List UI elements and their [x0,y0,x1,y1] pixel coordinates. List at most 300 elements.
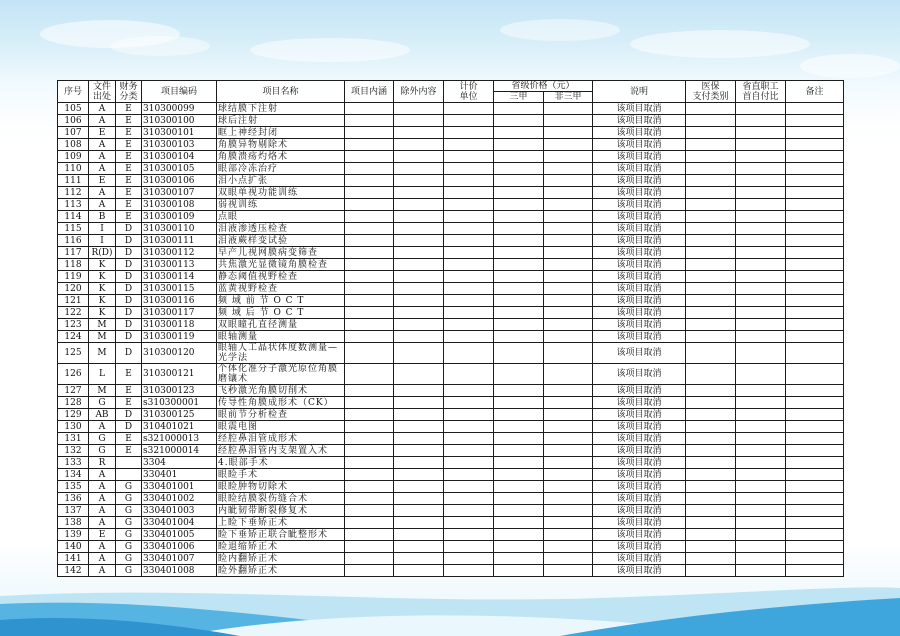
remark-cell [786,127,844,139]
price-non-tier3a-cell [544,517,593,529]
insurance-category-cell [686,343,736,364]
price-non-tier3a-cell [544,433,593,445]
item-code-cell: 310300104 [142,151,217,163]
remark-cell [786,364,844,385]
item-name-cell: 点眼 [217,211,345,223]
item-connotation-cell [345,505,394,517]
remark-cell [786,139,844,151]
item-connotation-cell [345,469,394,481]
seq-cell: 122 [58,307,89,319]
pricing-unit-cell [444,187,494,199]
explanation-cell: 该项目取消 [593,553,686,565]
table-row [58,541,844,553]
item-code-cell: 310300114 [142,271,217,283]
remark-cell [786,541,844,553]
seq-cell: 125 [58,343,89,364]
price-tier3a-cell [494,139,544,151]
self-pay-ratio-cell [736,247,786,259]
table-row [58,127,844,139]
item-code-cell: 310300099 [142,103,217,115]
item-code-cell: 330401006 [142,541,217,553]
excluded-content-cell [394,187,444,199]
remark-cell [786,445,844,457]
seq-cell: 105 [58,103,89,115]
seq-cell: 135 [58,481,89,493]
explanation-cell: 该项目取消 [593,409,686,421]
header-finance-category: 财务 分类 [116,81,142,103]
item-name-cell: 泪液蕨样变试验 [217,235,345,247]
item-connotation-cell [345,295,394,307]
finance-category-cell: D [116,283,142,295]
seq-cell: 127 [58,385,89,397]
excluded-content-cell [394,385,444,397]
file-source-cell: I [89,223,116,235]
excluded-content-cell [394,151,444,163]
seq-cell: 139 [58,529,89,541]
seq-cell: 118 [58,259,89,271]
insurance-category-cell [686,295,736,307]
table-row [58,103,844,115]
seq-cell: 140 [58,541,89,553]
explanation-cell: 该项目取消 [593,517,686,529]
finance-category-cell: D [116,343,142,364]
self-pay-ratio-cell [736,115,786,127]
price-non-tier3a-cell [544,505,593,517]
explanation-cell: 该项目取消 [593,103,686,115]
insurance-category-cell [686,481,736,493]
finance-category-cell: E [116,445,142,457]
item-name-cell: 眼睑肿物切除术 [217,481,345,493]
insurance-category-cell [686,541,736,553]
explanation-cell: 该项目取消 [593,199,686,211]
price-non-tier3a-cell [544,343,593,364]
file-source-cell: K [89,271,116,283]
remark-cell [786,553,844,565]
self-pay-ratio-cell [736,493,786,505]
price-tier3a-cell [494,445,544,457]
item-code-cell: 330401004 [142,517,217,529]
self-pay-ratio-cell [736,343,786,364]
item-connotation-cell [345,127,394,139]
finance-category-cell: D [116,223,142,235]
item-name-cell: 经腔鼻泪管成形术 [217,433,345,445]
item-code-cell: 330401 [142,469,217,481]
finance-category-cell: E [116,397,142,409]
item-connotation-cell [345,331,394,343]
finance-category-cell: G [116,481,142,493]
header-explanation: 说明 [593,81,686,103]
price-non-tier3a-cell [544,529,593,541]
item-connotation-cell [345,433,394,445]
item-code-cell: s310300001 [142,397,217,409]
table-row [58,529,844,541]
item-connotation-cell [345,553,394,565]
remark-cell [786,283,844,295]
pricing-unit-cell [444,295,494,307]
excluded-content-cell [394,529,444,541]
seq-cell: 133 [58,457,89,469]
file-source-cell: A [89,199,116,211]
self-pay-ratio-cell [736,517,786,529]
table-row [58,409,844,421]
finance-category-cell: E [116,175,142,187]
price-tier3a-cell [494,307,544,319]
excluded-content-cell [394,163,444,175]
insurance-category-cell [686,517,736,529]
item-connotation-cell [345,283,394,295]
explanation-cell: 该项目取消 [593,271,686,283]
price-non-tier3a-cell [544,247,593,259]
file-source-cell: A [89,139,116,151]
table-row [58,469,844,481]
header-self-pay-ratio: 省直职工 首自付比 [736,81,786,103]
item-name-cell: 上睑下垂矫正术 [217,517,345,529]
price-tier3a-cell [494,397,544,409]
price-tier3a-cell [494,115,544,127]
item-code-cell: 310300113 [142,259,217,271]
price-tier3a-cell [494,529,544,541]
price-tier3a-cell [494,364,544,385]
price-tier3a-cell [494,517,544,529]
item-name-cell: 角膜溃疡灼烙术 [217,151,345,163]
self-pay-ratio-cell [736,223,786,235]
pricing-unit-cell [444,433,494,445]
item-connotation-cell [345,271,394,283]
seq-cell: 117 [58,247,89,259]
item-name-cell: 眼睑手术 [217,469,345,481]
item-connotation-cell [345,115,394,127]
explanation-cell: 该项目取消 [593,493,686,505]
item-name-cell: 早产儿视网膜病变筛查 [217,247,345,259]
price-tier3a-cell [494,187,544,199]
file-source-cell: A [89,517,116,529]
price-tier3a-cell [494,481,544,493]
remark-cell [786,331,844,343]
explanation-cell: 该项目取消 [593,247,686,259]
item-name-cell: 双眼瞳孔直径测量 [217,319,345,331]
finance-category-cell: D [116,421,142,433]
table-row [58,271,844,283]
insurance-category-cell [686,175,736,187]
seq-cell: 132 [58,445,89,457]
explanation-cell: 该项目取消 [593,445,686,457]
table-row [58,565,844,577]
file-source-cell: A [89,553,116,565]
price-tier3a-cell [494,505,544,517]
pricing-unit-cell [444,247,494,259]
item-connotation-cell [345,457,394,469]
table-row [58,115,844,127]
seq-cell: 134 [58,469,89,481]
item-connotation-cell [345,235,394,247]
explanation-cell: 该项目取消 [593,343,686,364]
item-name-cell: 蓝黄视野检查 [217,283,345,295]
self-pay-ratio-cell [736,541,786,553]
pricing-unit-cell [444,211,494,223]
remark-cell [786,259,844,271]
price-tier3a-cell [494,127,544,139]
price-tier3a-cell [494,565,544,577]
file-source-cell: G [89,397,116,409]
excluded-content-cell [394,115,444,127]
pricing-unit-cell [444,307,494,319]
file-source-cell: M [89,319,116,331]
item-connotation-cell [345,223,394,235]
pricing-unit-cell [444,271,494,283]
item-name-cell: 静态阈值视野检查 [217,271,345,283]
file-source-cell: L [89,364,116,385]
item-code-cell: 310300105 [142,163,217,175]
item-name-cell: 球后注射 [217,115,345,127]
file-source-cell: K [89,307,116,319]
self-pay-ratio-cell [736,457,786,469]
file-source-cell: AB [89,409,116,421]
item-code-cell: 310300110 [142,223,217,235]
header-item-name: 项目名称 [217,81,345,103]
self-pay-ratio-cell [736,433,786,445]
insurance-category-cell [686,445,736,457]
pricing-unit-cell [444,259,494,271]
insurance-category-cell [686,235,736,247]
insurance-category-cell [686,331,736,343]
excluded-content-cell [394,331,444,343]
remark-cell [786,397,844,409]
price-non-tier3a-cell [544,364,593,385]
item-connotation-cell [345,493,394,505]
finance-category-cell: E [116,103,142,115]
self-pay-ratio-cell [736,565,786,577]
excluded-content-cell [394,211,444,223]
excluded-content-cell [394,505,444,517]
insurance-category-cell [686,283,736,295]
remark-cell [786,343,844,364]
item-name-cell: 内眦韧带断裂修复术 [217,505,345,517]
pricing-unit-cell [444,457,494,469]
self-pay-ratio-cell [736,505,786,517]
price-tier3a-cell [494,223,544,235]
file-source-cell: M [89,385,116,397]
item-code-cell: 310300116 [142,295,217,307]
seq-cell: 137 [58,505,89,517]
insurance-category-cell [686,364,736,385]
item-code-cell: 310300109 [142,211,217,223]
file-source-cell: A [89,493,116,505]
file-source-cell: K [89,259,116,271]
insurance-category-cell [686,259,736,271]
explanation-cell: 该项目取消 [593,541,686,553]
self-pay-ratio-cell [736,271,786,283]
item-connotation-cell [345,541,394,553]
insurance-category-cell [686,223,736,235]
price-tier3a-cell [494,151,544,163]
header-remark: 备注 [786,81,844,103]
self-pay-ratio-cell [736,235,786,247]
item-connotation-cell [345,529,394,541]
remark-cell [786,187,844,199]
finance-category-cell: E [116,433,142,445]
excluded-content-cell [394,319,444,331]
finance-category-cell: E [116,115,142,127]
excluded-content-cell [394,283,444,295]
item-name-cell: 睑外翻矫正术 [217,565,345,577]
price-non-tier3a-cell [544,199,593,211]
seq-cell: 106 [58,115,89,127]
seq-cell: 128 [58,397,89,409]
finance-category-cell [116,469,142,481]
table-row [58,421,844,433]
excluded-content-cell [394,433,444,445]
finance-category-cell: D [116,295,142,307]
item-code-cell: 310300120 [142,343,217,364]
pricing-unit-cell [444,541,494,553]
item-connotation-cell [345,565,394,577]
price-non-tier3a-cell [544,319,593,331]
item-connotation-cell [345,409,394,421]
price-tier3a-cell [494,493,544,505]
price-tier3a-cell [494,211,544,223]
insurance-category-cell [686,409,736,421]
item-code-cell: 310300112 [142,247,217,259]
explanation-cell: 该项目取消 [593,163,686,175]
price-tier3a-cell [494,199,544,211]
item-code-cell: 310300118 [142,319,217,331]
price-tier3a-cell [494,319,544,331]
pricing-unit-cell [444,565,494,577]
finance-category-cell: D [116,409,142,421]
pricing-unit-cell [444,163,494,175]
self-pay-ratio-cell [736,481,786,493]
self-pay-ratio-cell [736,211,786,223]
item-code-cell: 310300107 [142,187,217,199]
table-row [58,247,844,259]
explanation-cell: 该项目取消 [593,457,686,469]
excluded-content-cell [394,235,444,247]
self-pay-ratio-cell [736,469,786,481]
price-tier3a-cell [494,469,544,481]
item-name-cell: 个体化准分子激光原位角膜磨镶术 [217,364,345,385]
excluded-content-cell [394,247,444,259]
price-non-tier3a-cell [544,259,593,271]
insurance-category-cell [686,103,736,115]
seq-cell: 136 [58,493,89,505]
price-tier3a-cell [494,271,544,283]
remark-cell [786,505,844,517]
remark-cell [786,211,844,223]
explanation-cell: 该项目取消 [593,397,686,409]
price-non-tier3a-cell [544,175,593,187]
seq-cell: 115 [58,223,89,235]
pricing-unit-cell [444,103,494,115]
header-price-non-tier3a: 非三甲 [544,92,593,103]
insurance-category-cell [686,529,736,541]
item-connotation-cell [345,151,394,163]
table-row [58,457,844,469]
insurance-category-cell [686,469,736,481]
seq-cell: 120 [58,283,89,295]
item-code-cell: 310300108 [142,199,217,211]
price-non-tier3a-cell [544,103,593,115]
file-source-cell: A [89,505,116,517]
file-source-cell: M [89,331,116,343]
pricing-unit-cell [444,283,494,295]
explanation-cell: 该项目取消 [593,139,686,151]
explanation-cell: 该项目取消 [593,259,686,271]
file-source-cell: A [89,565,116,577]
file-source-cell: A [89,163,116,175]
self-pay-ratio-cell [736,364,786,385]
excluded-content-cell [394,103,444,115]
seq-cell: 138 [58,517,89,529]
item-connotation-cell [345,139,394,151]
item-code-cell: 330401002 [142,493,217,505]
pricing-unit-cell [444,139,494,151]
item-name-cell: 频 域 前 节 O C T [217,295,345,307]
table-row [58,331,844,343]
item-name-cell: 眼轴测量 [217,331,345,343]
table-row [58,199,844,211]
item-code-cell: 330401003 [142,505,217,517]
item-code-cell: 310401021 [142,421,217,433]
insurance-category-cell [686,163,736,175]
header-excluded-content: 除外内容 [394,81,444,103]
price-tier3a-cell [494,457,544,469]
item-name-cell: 眼睑结膜裂伤缝合术 [217,493,345,505]
price-tier3a-cell [494,175,544,187]
item-connotation-cell [345,397,394,409]
finance-category-cell: D [116,235,142,247]
remark-cell [786,517,844,529]
item-connotation-cell [345,385,394,397]
self-pay-ratio-cell [736,385,786,397]
price-tier3a-cell [494,331,544,343]
remark-cell [786,457,844,469]
item-connotation-cell [345,187,394,199]
item-name-cell: 睑内翻矫正术 [217,553,345,565]
seq-cell: 123 [58,319,89,331]
pricing-unit-cell [444,127,494,139]
explanation-cell: 该项目取消 [593,469,686,481]
seq-cell: 130 [58,421,89,433]
excluded-content-cell [394,343,444,364]
explanation-cell: 该项目取消 [593,505,686,517]
explanation-cell: 该项目取消 [593,421,686,433]
excluded-content-cell [394,493,444,505]
remark-cell [786,307,844,319]
explanation-cell: 该项目取消 [593,385,686,397]
excluded-content-cell [394,139,444,151]
table-row [58,493,844,505]
insurance-category-cell [686,385,736,397]
finance-category-cell: G [116,529,142,541]
explanation-cell: 该项目取消 [593,433,686,445]
remark-cell [786,235,844,247]
price-non-tier3a-cell [544,481,593,493]
price-non-tier3a-cell [544,151,593,163]
item-code-cell: 310300106 [142,175,217,187]
price-non-tier3a-cell [544,409,593,421]
self-pay-ratio-cell [736,151,786,163]
pricing-unit-cell [444,223,494,235]
item-name-cell: 眼部冷冻治疗 [217,163,345,175]
finance-category-cell: E [116,364,142,385]
explanation-cell: 该项目取消 [593,187,686,199]
remark-cell [786,469,844,481]
explanation-cell: 该项目取消 [593,151,686,163]
excluded-content-cell [394,364,444,385]
price-non-tier3a-cell [544,307,593,319]
excluded-content-cell [394,127,444,139]
finance-category-cell: E [116,139,142,151]
